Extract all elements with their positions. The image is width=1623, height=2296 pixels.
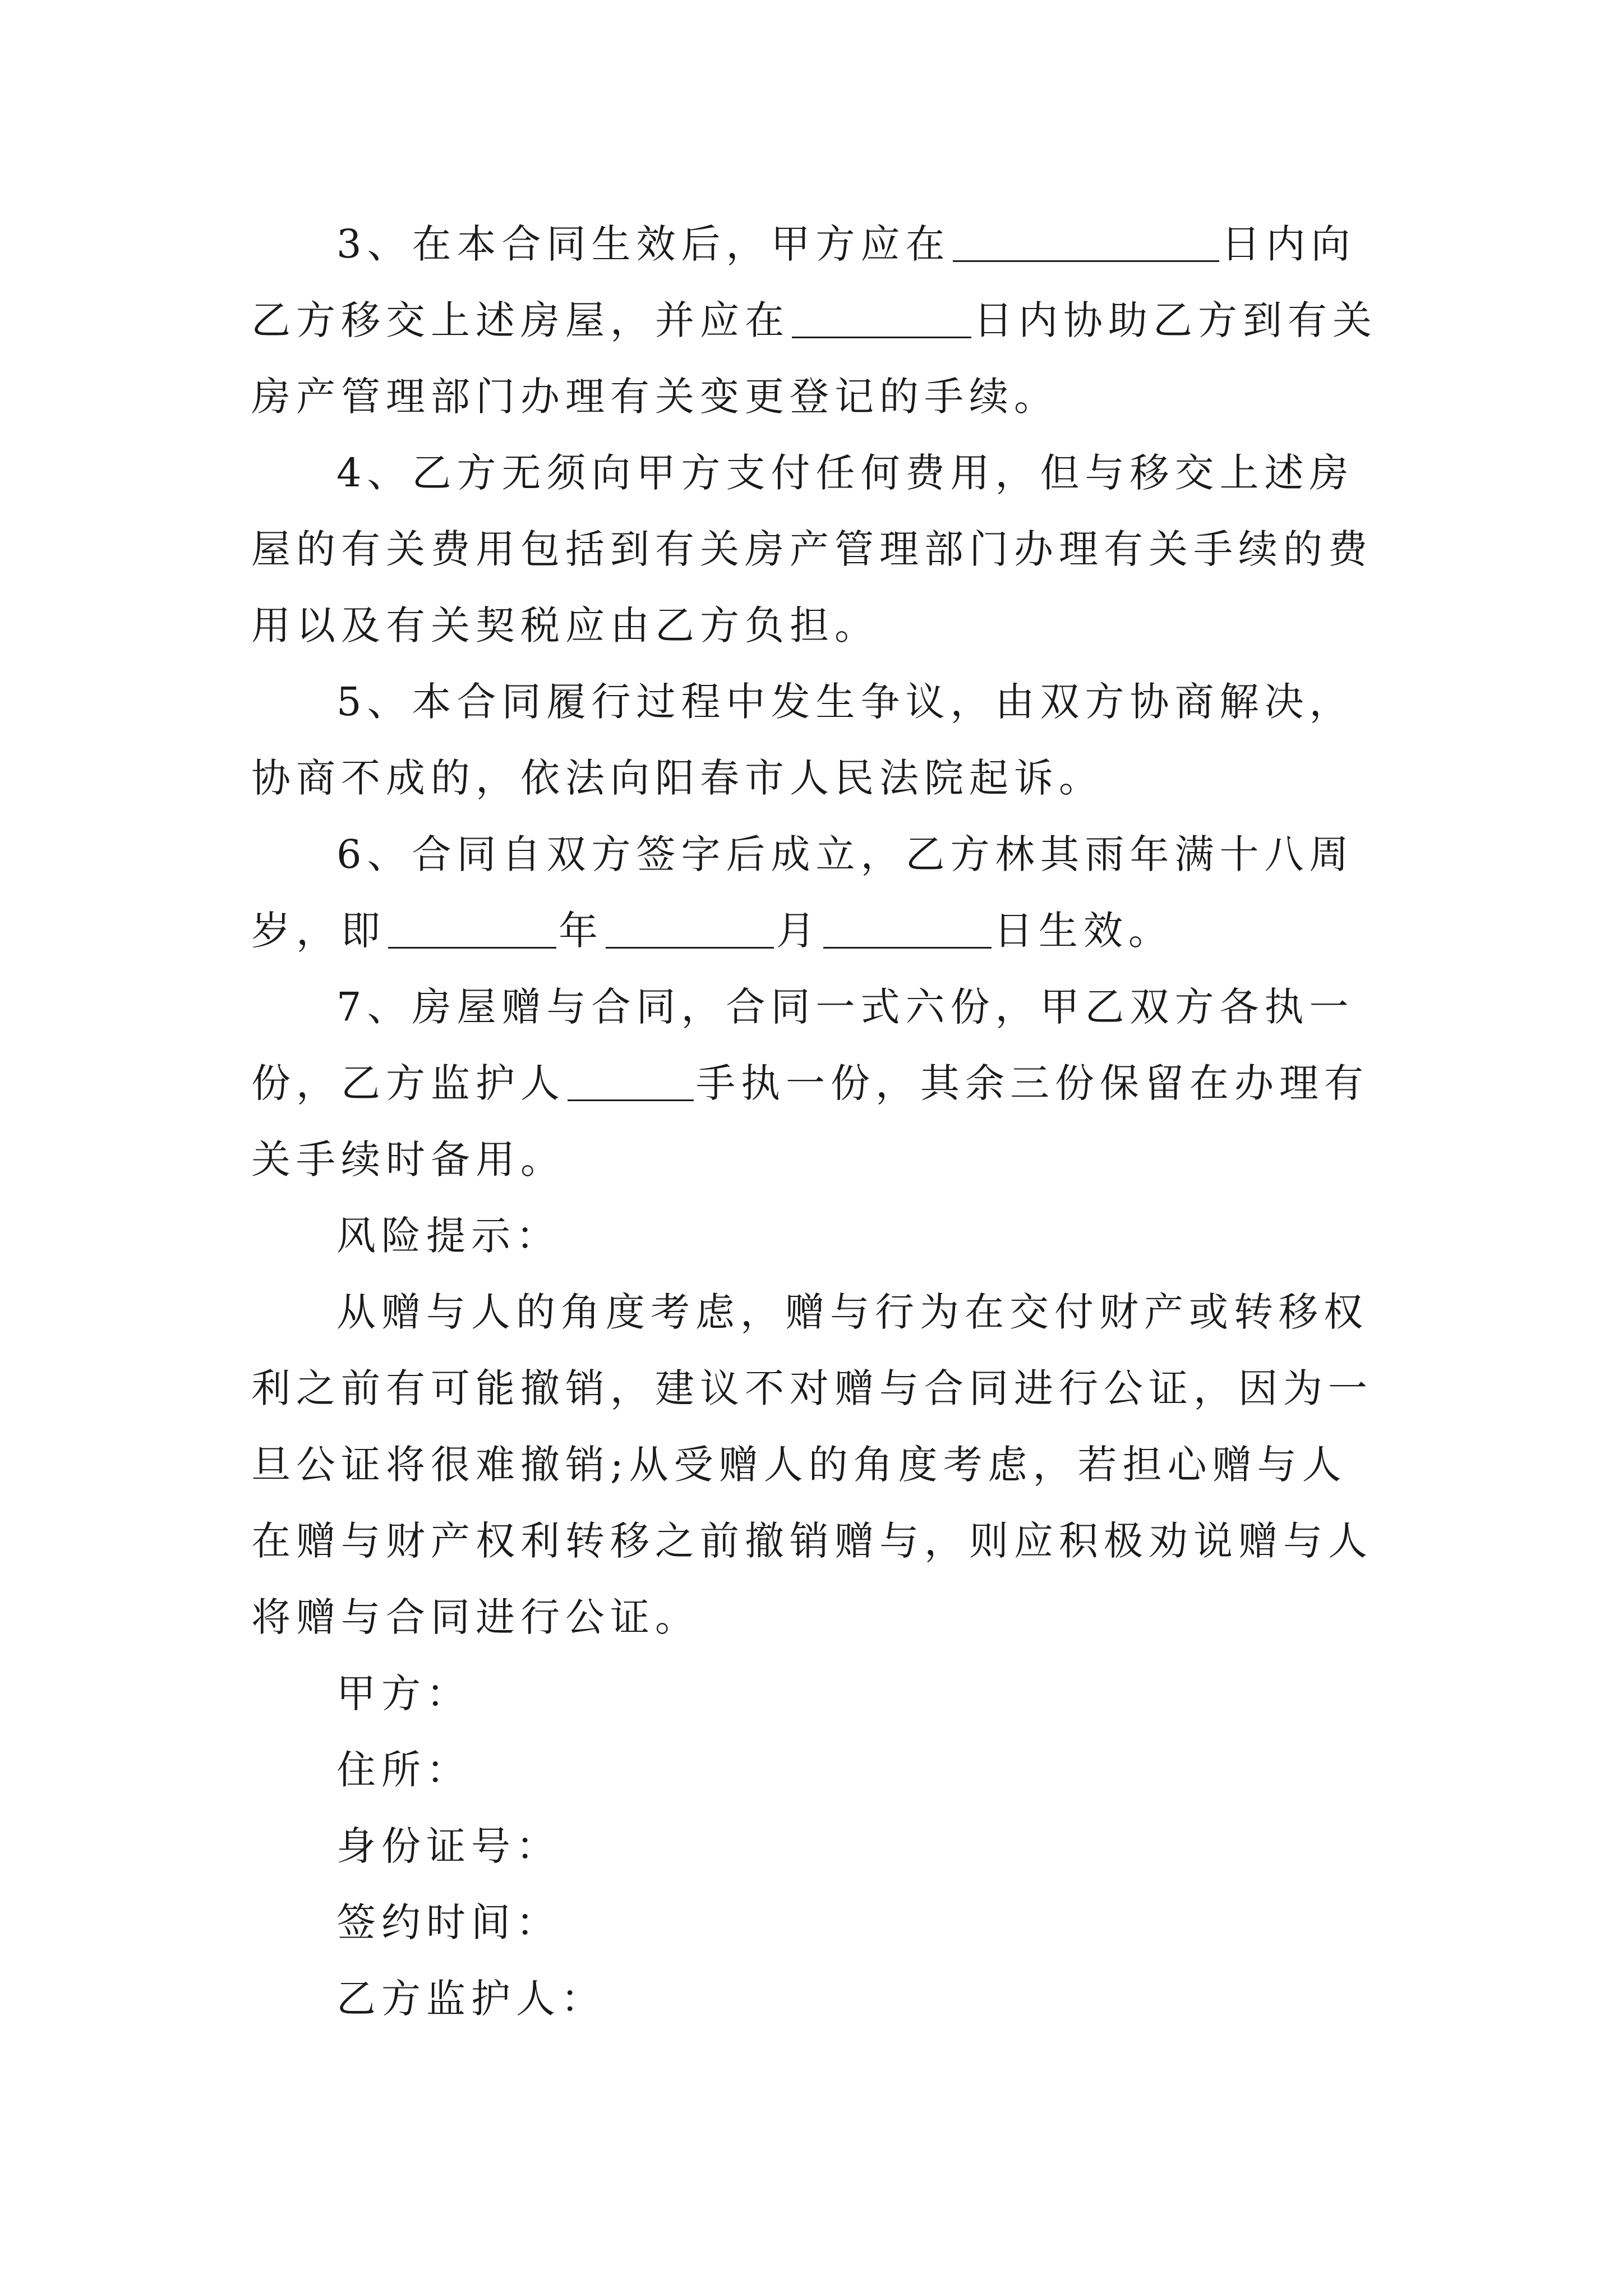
risk-heading: 风险提示： — [336, 1213, 561, 1259]
blank-year — [388, 910, 556, 949]
blank-days-handover — [953, 223, 1219, 263]
party-b-guardian-label: 乙方监护人： — [336, 1976, 606, 2022]
clause-5: 5、本合同履行过程中发生争议，由双方协商解决，协商不成的，依法向阳春市人民法院起诉。 — [251, 679, 1354, 801]
risk-text: 从赠与人的角度考虑，赠与行为在交付财产或转移权利之前有可能撤销，建议不对赠与合同进行公证，因为一旦公证将很难撤销;从受赠人的角度考虑，若担心赠与人在赠与财产权利转移之前撤销赠与，则应积极劝说赠与人将赠与合同进行公证。 — [251, 1289, 1373, 1640]
clause-7: 7、房屋赠与合同，合同一式六份，甲乙双方各执一份，乙方监护人 手执一份，其余三份保留在办理有关手续时备用。 — [251, 984, 1369, 1182]
blank-day — [823, 910, 992, 949]
blank-days-registration — [792, 300, 971, 339]
blank-guardian — [568, 1062, 694, 1102]
clause-6: 6、合同自双方签字后成立，乙方林其雨年满十八周岁，即 年 月 日生效。 — [251, 831, 1354, 954]
clause-4: 4、乙方无须向甲方支付任何费用，但与移交上述房屋的有关费用包括到有关房产管理部门办理有关手续的费用以及有关契税应由乙方负担。 — [251, 450, 1373, 648]
clause-3: 3、在本合同生效后，甲方应在 日内向乙方移交上述房屋，并应在 日内协助乙方到有关房产管理部门办理有关变更登记的手续。 — [251, 221, 1377, 420]
sign-date-label: 签约时间： — [336, 1899, 561, 1945]
party-a-label: 甲方： — [336, 1671, 471, 1717]
id-number-label: 身份证号： — [336, 1823, 561, 1869]
blank-month — [606, 910, 774, 949]
address-label: 住所： — [336, 1747, 471, 1793]
